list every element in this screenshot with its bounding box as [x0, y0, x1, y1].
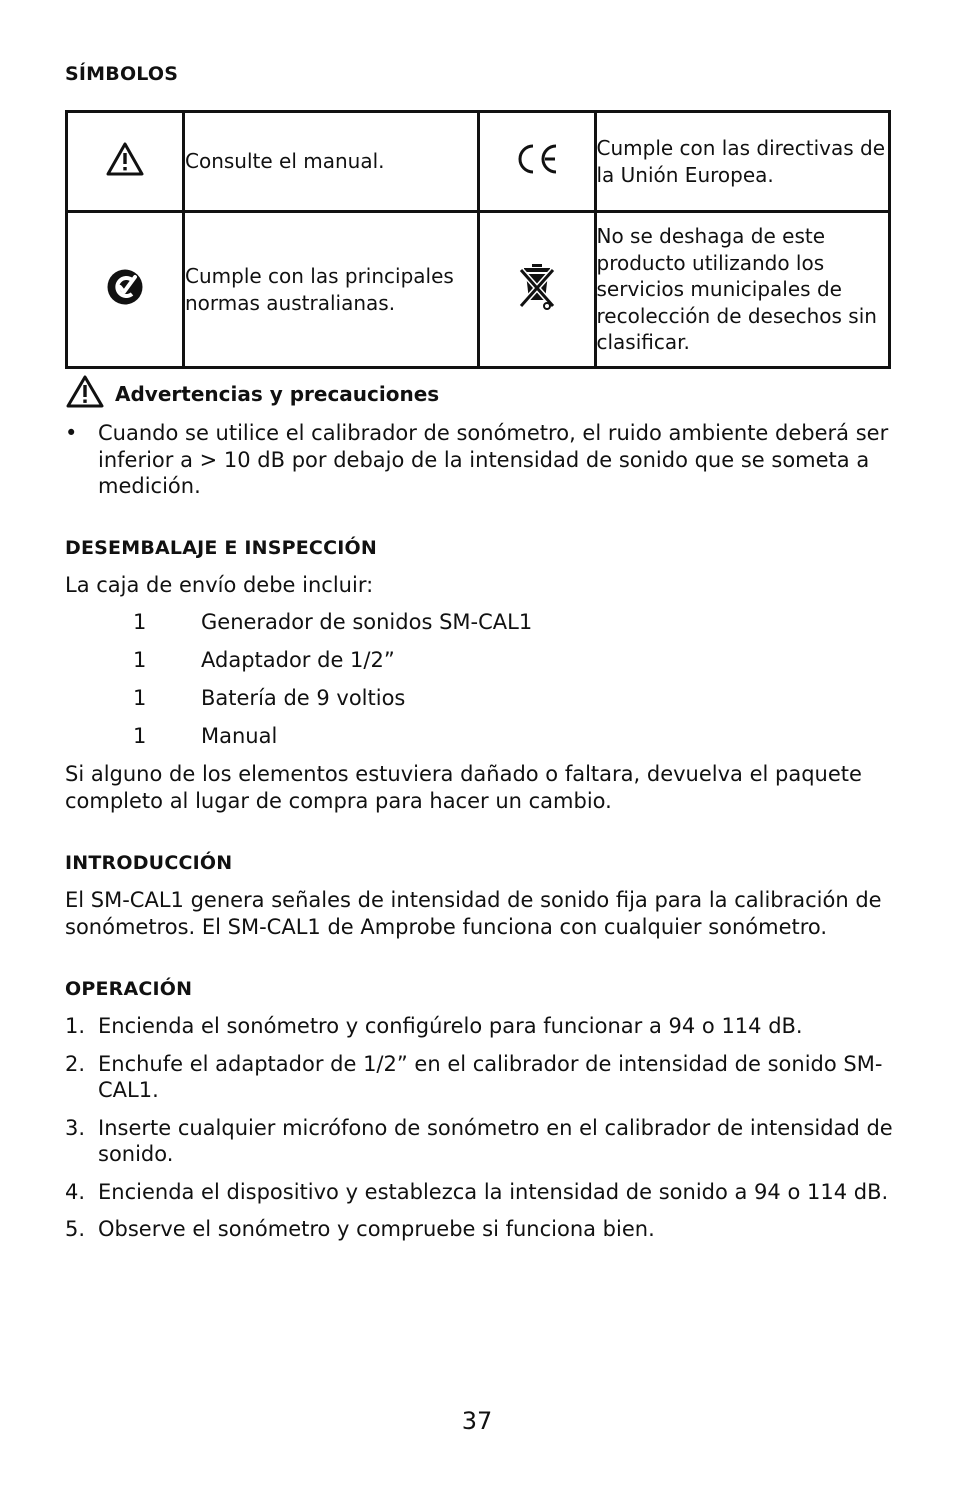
step-number: 2. — [65, 1051, 86, 1076]
step-text: Encienda el dispositivo y establezca la intensidad de sonido a 94 o 114 dB. — [98, 1179, 889, 1204]
unpacking-note: Si alguno de los elementos estuviera dañado o faltara, devuelva el paquete completo al lugar de compra para hacer un cambio. — [65, 762, 862, 813]
item-quantity: 1 — [133, 686, 147, 710]
item-name: Manual — [201, 724, 278, 748]
symbol-description: Cumple con las principales normas australianas. — [184, 212, 479, 368]
step-item — [65, 1013, 895, 1040]
step-text: Observe el sonómetro y compruebe si funciona bien. — [98, 1217, 655, 1241]
list-item — [133, 686, 532, 724]
warnings-title: Advertencias y precauciones — [115, 382, 440, 406]
operation-heading: OPERACIÓN — [65, 978, 193, 1000]
step-item — [65, 1115, 895, 1168]
symbol-description: Consulte el manual. — [184, 112, 479, 212]
symbol-icon-cell — [67, 112, 184, 212]
symbol-icon-cell — [478, 112, 595, 212]
warning-triangle-icon — [105, 141, 145, 182]
step-number: 4. — [65, 1179, 86, 1204]
symbol-icon-cell — [67, 212, 184, 368]
warnings-list — [65, 420, 895, 500]
ce-mark-icon — [514, 142, 560, 181]
step-number: 5. — [65, 1217, 86, 1241]
item-name: Generador de sonidos SM-CAL1 — [201, 610, 533, 634]
symbols-row — [67, 212, 890, 368]
symbols-heading: SÍMBOLOS — [65, 63, 179, 85]
symbols-row — [67, 112, 890, 212]
step-item — [65, 1179, 895, 1206]
operation-steps — [65, 1013, 895, 1254]
introduction-text: El SM-CAL1 genera señales de intensidad de sonido fija para la calibración de sonómetros. El SM-CAL1 de Amprobe funciona con cualquier sonómetro. — [65, 888, 882, 939]
step-item — [65, 1216, 895, 1243]
symbol-icon-cell — [478, 212, 595, 368]
introduction-heading: INTRODUCCIÓN — [65, 852, 233, 874]
step-item — [65, 1051, 895, 1104]
list-item — [133, 648, 532, 686]
unpacking-intro: La caja de envío debe incluir: — [65, 573, 374, 597]
step-text: Encienda el sonómetro y configúrelo para funcionar a 94 o 114 dB. — [98, 1014, 803, 1038]
step-number: 3. — [65, 1115, 86, 1140]
page-number: 37 — [461, 1407, 493, 1435]
item-name: Adaptador de 1/2” — [201, 648, 395, 672]
item-quantity: 1 — [133, 648, 147, 672]
step-text: Inserte cualquier micrófono de sonómetro en el calibrador de intensidad de sonido. — [98, 1115, 893, 1166]
list-item — [133, 610, 532, 648]
list-item: • Cuando se utilice el calibrador de sonómetro, el ruido ambiente deberá ser inferior a > 10 dB por debajo de la intensidad de sonido que se someta a medición. — [65, 420, 895, 500]
step-text: Enchufe el adaptador de 1/2” en el calibrador de intensidad de sonido SM-CAL1. — [98, 1051, 883, 1102]
symbols-table — [65, 110, 891, 369]
symbol-description: Cumple con las directivas de la Unión Europea. — [595, 112, 890, 212]
item-name: Batería de 9 voltios — [201, 686, 406, 710]
list-item — [133, 724, 532, 762]
symbol-description: No se deshaga de este producto utilizando los servicios municipales de recolección de desechos sin clasificar. — [595, 212, 890, 368]
weee-crossed-bin-icon — [517, 262, 557, 317]
warning-triangle-icon — [65, 374, 105, 414]
step-number: 1. — [65, 1014, 86, 1038]
item-quantity: 1 — [133, 724, 147, 748]
c-tick-mark-icon — [106, 268, 144, 311]
warnings-heading — [65, 374, 439, 414]
item-quantity: 1 — [133, 610, 147, 634]
unpacking-heading: DESEMBALAJE E INSPECCIÓN — [65, 537, 377, 559]
package-contents-list — [133, 610, 532, 762]
